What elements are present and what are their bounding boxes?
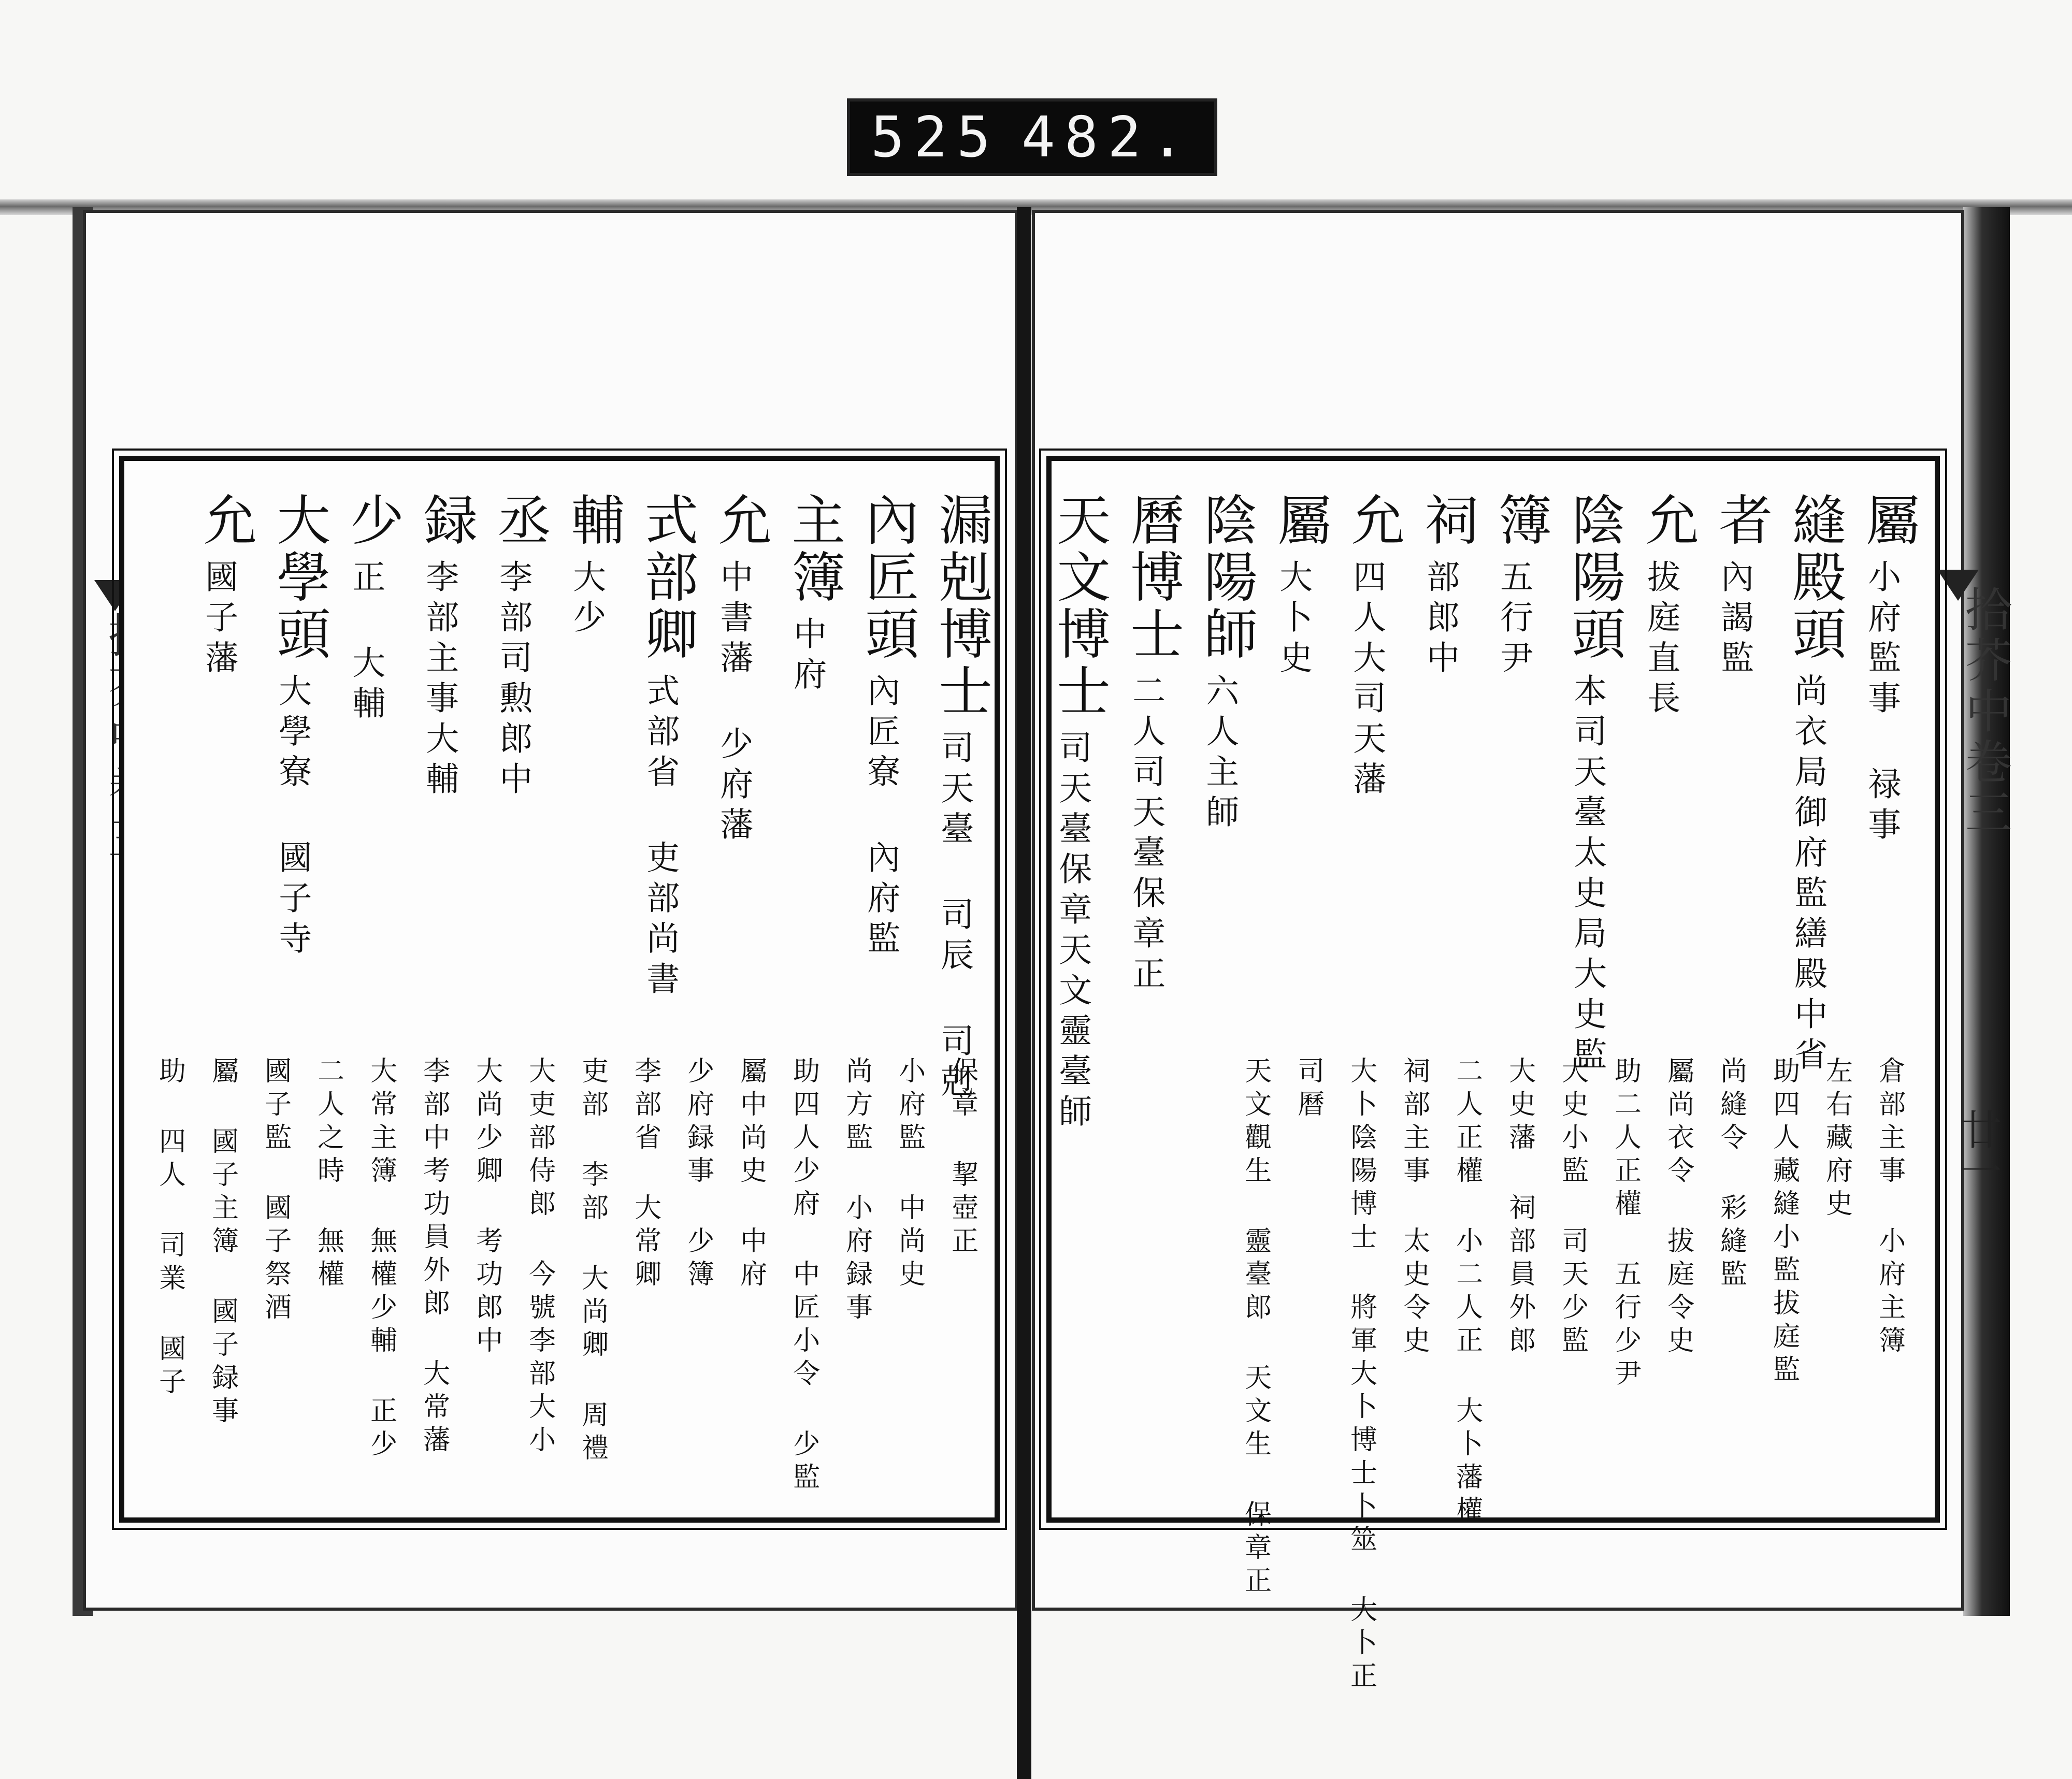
heading-column: 縫殿頭 bbox=[1783, 492, 1847, 663]
annotation-column: 小府監事 禄事 bbox=[1862, 559, 1901, 847]
annotation-column: 中府 bbox=[788, 616, 827, 697]
lower-note-column: 保章 挈壺正 bbox=[946, 1057, 978, 1260]
lower-note-column: 倉部主事 小府主簿 bbox=[1874, 1057, 1905, 1359]
heading-column: 式部卿 bbox=[635, 492, 699, 663]
annotation-column: 大卜史 bbox=[1274, 559, 1313, 681]
annotation-column: 李部主事大輔 bbox=[420, 559, 459, 802]
annotation-column: 大少 bbox=[567, 559, 606, 640]
lower-note-column: 小府監 中尚史 bbox=[894, 1057, 925, 1293]
heading-column: 允 bbox=[194, 492, 257, 549]
annotation-column: 司天臺 司辰 司剋 bbox=[935, 730, 974, 1104]
annotation-column: 李部司勲郎中 bbox=[494, 559, 533, 802]
annotation-column: 大學寮 國子寺 bbox=[273, 673, 312, 961]
lower-note-column: 尚方監 小府録事 bbox=[841, 1057, 872, 1326]
lower-note-column: 大史藩 祠部員外郎 bbox=[1504, 1057, 1535, 1359]
heading-column: 允 bbox=[1636, 492, 1700, 549]
annotation-column: 尚衣局御府監繕殿中省 bbox=[1789, 673, 1828, 1077]
annotation-column: 五行尹 bbox=[1494, 559, 1533, 681]
heading-column: 祠 bbox=[1415, 492, 1479, 549]
annotation-column: 司天臺保章天文靈臺師 bbox=[1053, 730, 1092, 1134]
lower-note-column: 少府録事 少簿 bbox=[682, 1057, 714, 1293]
heading-column: 簿 bbox=[1489, 492, 1552, 549]
heading-column: 允 bbox=[1342, 492, 1405, 549]
heading-column: 屬 bbox=[1857, 492, 1920, 549]
lower-note-column: 助四人藏縫小監拔庭監 bbox=[1768, 1057, 1800, 1388]
annotation-column: 中書藩 少府藩 bbox=[714, 559, 753, 847]
right-text-frame bbox=[1046, 456, 1940, 1695]
heading-column: 者 bbox=[1709, 492, 1773, 549]
archive-number-right: 482. bbox=[1021, 105, 1193, 170]
annotation-column: 內匠寮 內府監 bbox=[861, 673, 900, 961]
lower-note-column: 助四人少府 中匠小令 少監 bbox=[788, 1057, 819, 1496]
lower-note-column: 大吏部侍郎 今號李部大小 bbox=[524, 1057, 555, 1458]
lower-note-column: 助 四人 司業 國子 bbox=[154, 1057, 185, 1400]
right-margin-title: 拾芥中卷三 bbox=[1957, 585, 2011, 839]
annotation-column: 國子藩 bbox=[199, 559, 238, 681]
heading-column: 陰陽頭 bbox=[1562, 492, 1626, 663]
lower-note-column: 司曆 bbox=[1292, 1057, 1324, 1123]
left-text-frame bbox=[119, 456, 1000, 1523]
fishtail-mark-icon bbox=[1937, 570, 1979, 601]
lower-note-column: 大常主簿 無權少輔 正少 bbox=[365, 1057, 397, 1463]
annotation-column: 二人司天臺保章正 bbox=[1127, 673, 1166, 996]
annotation-column: 內謁監 bbox=[1715, 559, 1754, 681]
lower-note-column: 二人正權 小二人正 大卜藩權 bbox=[1451, 1057, 1483, 1529]
archive-number-left: 525 bbox=[871, 105, 1000, 170]
lower-note-column: 大卜陰陽博士 將軍大卜博士卜筮 大卜正 bbox=[1345, 1057, 1377, 1695]
annotation-column: 正 大輔 bbox=[347, 559, 385, 726]
heading-column: 漏剋博士 bbox=[929, 492, 993, 720]
lower-note-column: 屬 國子主簿 國子録事 bbox=[207, 1057, 238, 1429]
lower-note-column: 屬中尚史 中府 bbox=[735, 1057, 767, 1293]
lower-note-column: 助二人正權 五行少尹 bbox=[1609, 1057, 1641, 1392]
annotation-column: 拔庭直長 bbox=[1642, 559, 1680, 721]
archive-label-plate bbox=[847, 98, 1217, 176]
lower-note-column: 國子監 國子祭酒 bbox=[260, 1057, 291, 1326]
right-folio-number: 廿一 bbox=[1953, 1108, 2002, 1191]
heading-column: 屬 bbox=[1268, 492, 1332, 549]
heading-column: 陰陽師 bbox=[1195, 492, 1258, 663]
lower-note-column: 屬尚衣令 拔庭令史 bbox=[1662, 1057, 1694, 1359]
heading-column: 曆博士 bbox=[1121, 492, 1185, 663]
annotation-column: 部郎中 bbox=[1421, 559, 1460, 681]
lower-note-column: 李部中考功員外郎 大常藩 bbox=[418, 1057, 450, 1458]
lower-note-column: 尚縫令 彩縫監 bbox=[1715, 1057, 1747, 1293]
heading-column: 允 bbox=[709, 492, 772, 549]
book-right-edge bbox=[1963, 207, 2010, 1616]
lower-note-column: 祠部主事 太史令史 bbox=[1398, 1057, 1430, 1359]
heading-column: 主簿 bbox=[782, 492, 846, 606]
annotation-column: 式部省 吏部尚書 bbox=[641, 673, 680, 1002]
heading-column: 録 bbox=[414, 492, 478, 549]
annotation-column: 四人大司天藩 bbox=[1347, 559, 1386, 802]
lower-note-column: 吏部 李部 大尚卿 周禮 bbox=[577, 1057, 608, 1467]
heading-column: 大學頭 bbox=[267, 492, 331, 663]
lower-note-column: 左右藏府史 bbox=[1821, 1057, 1852, 1222]
lower-note-column: 大尚少卿 考功郎中 bbox=[471, 1057, 502, 1359]
annotation-column: 六人主師 bbox=[1200, 673, 1239, 835]
heading-column: 丞 bbox=[488, 492, 552, 549]
lower-note-column: 天文觀生 靈臺郎 天文生 保章正 bbox=[1240, 1057, 1271, 1599]
heading-column: 內匠頭 bbox=[856, 492, 919, 663]
heading-column: 少 bbox=[341, 492, 405, 549]
book-spine bbox=[1017, 207, 1031, 1779]
lower-note-column: 李部省 大常卿 bbox=[629, 1057, 661, 1293]
heading-column: 天文博士 bbox=[1047, 492, 1111, 720]
lower-note-column: 大史小監 司天少監 bbox=[1557, 1057, 1588, 1359]
heading-column: 輔 bbox=[562, 492, 625, 549]
annotation-column: 本司天臺太史局大史監 bbox=[1568, 673, 1607, 1077]
lower-note-column: 二人之時 無權 bbox=[312, 1057, 344, 1293]
